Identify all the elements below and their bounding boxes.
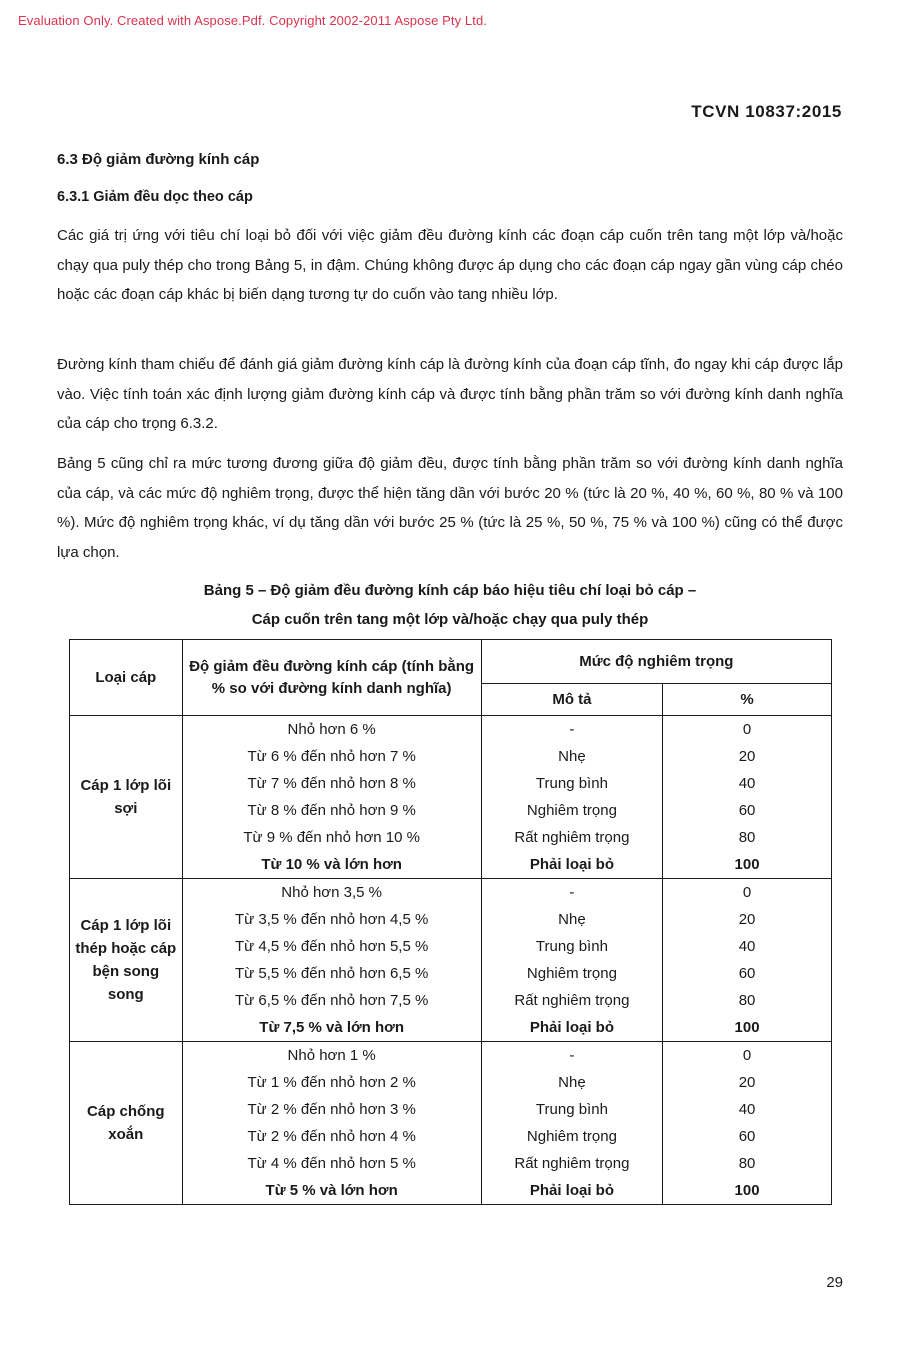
table-caption-line-2: Cáp cuốn trên tang một lớp và/hoặc chạy qua puly thép — [251, 611, 649, 628]
severity-percent: 20 — [738, 748, 756, 765]
reduction-value: Từ 5 % và lớn hơn — [265, 1182, 398, 1199]
severity-percent: 40 — [738, 1101, 756, 1118]
severity-percent: 60 — [738, 965, 756, 982]
severity-description: Rất nghiêm trọng — [514, 1155, 630, 1172]
severity-description: Phải loại bỏ — [529, 1019, 615, 1036]
reduction-cell — [182, 879, 481, 1042]
severity-percent: 80 — [738, 829, 756, 846]
rope-type-cell: Cáp chống xoắn — [70, 1042, 183, 1205]
severity-percent: 40 — [738, 775, 756, 792]
severity-description: Phải loại bỏ — [529, 856, 615, 873]
reduction-value: Từ 5,5 % đến nhỏ hơn 6,5 % — [234, 965, 429, 982]
percent-cell — [663, 879, 832, 1042]
rope-type-cell: Cáp 1 lớp lõi sợi — [70, 716, 183, 879]
severity-description: Nhẹ — [558, 1074, 586, 1091]
severity-description: - — [569, 884, 575, 901]
header-reduction: Độ giảm đều đường kính cáp (tính bằng % so với đường kính danh nghĩa) — [182, 640, 481, 716]
description-cell — [481, 879, 662, 1042]
table-row-group — [70, 716, 832, 879]
severity-description: Nhẹ — [558, 748, 586, 765]
severity-percent: 80 — [738, 992, 756, 1009]
severity-percent: 100 — [734, 856, 760, 873]
header-rope-type: Loại cáp — [70, 640, 183, 716]
table-row-group — [70, 879, 832, 1042]
severity-description: Nghiêm trọng — [526, 802, 617, 819]
severity-description: Phải loại bỏ — [529, 1182, 615, 1199]
severity-percent: 100 — [734, 1019, 760, 1036]
reduction-cell — [182, 716, 481, 879]
severity-description: Trung bình — [535, 1101, 608, 1118]
reduction-value: Từ 6,5 % đến nhỏ hơn 7,5 % — [234, 992, 429, 1009]
header-percent: % — [663, 684, 832, 716]
reduction-value: Từ 8 % đến nhỏ hơn 9 % — [247, 802, 416, 819]
reduction-value: Từ 4 % đến nhỏ hơn 5 % — [247, 1155, 416, 1172]
severity-percent: 60 — [738, 802, 756, 819]
severity-percent: 40 — [738, 938, 756, 955]
severity-percent: 0 — [742, 721, 752, 738]
table-row-group — [70, 1042, 832, 1205]
reduction-value: Nhỏ hơn 3,5 % — [281, 884, 383, 901]
reduction-value: Từ 4,5 % đến nhỏ hơn 5,5 % — [234, 938, 429, 955]
reduction-value: Nhỏ hơn 1 % — [287, 1047, 376, 1064]
rejection-criteria-table — [69, 639, 832, 1205]
severity-description: Trung bình — [535, 938, 608, 955]
reduction-value: Từ 6 % đến nhỏ hơn 7 % — [247, 748, 416, 765]
reduction-value: Từ 7 % đến nhỏ hơn 8 % — [247, 775, 416, 792]
reduction-value: Từ 1 % đến nhỏ hơn 2 % — [247, 1074, 416, 1091]
page-number: 29 — [826, 1274, 843, 1291]
section-heading: 6.3 Độ giảm đường kính cáp — [57, 151, 260, 168]
reduction-cell — [182, 1042, 481, 1205]
severity-percent: 0 — [742, 1047, 752, 1064]
severity-percent: 80 — [738, 1155, 756, 1172]
standard-code: TCVN 10837:2015 — [691, 102, 842, 121]
percent-cell — [663, 716, 832, 879]
paragraph-3: Bảng 5 cũng chỉ ra mức tương đương giữa độ giảm đều, được tính bằng phần trăm so với đường kính danh nghĩa của cáp, và các mức độ nghiêm trọng, được thể hiện tăng dần với bước 20 % (tức là 20 %, 40 %, 60 %, 80 % và 100 %). Mức độ nghiêm trọng khác, ví dụ tăng dần với bước 25 % (tức là 25 %, 50 %, 75 % và 100 %) cũng có thể được lựa chọn. — [57, 455, 843, 561]
severity-percent: 60 — [738, 1128, 756, 1145]
reduction-value: Từ 3,5 % đến nhỏ hơn 4,5 % — [234, 911, 429, 928]
reduction-value: Từ 9 % đến nhỏ hơn 10 % — [243, 829, 420, 846]
severity-description: Rất nghiêm trọng — [514, 829, 630, 846]
header-description: Mô tả — [481, 684, 662, 716]
percent-cell — [663, 1042, 832, 1205]
severity-description: - — [569, 721, 575, 738]
severity-description: Nghiêm trọng — [526, 1128, 617, 1145]
severity-percent: 100 — [734, 1182, 760, 1199]
reduction-value: Nhỏ hơn 6 % — [287, 721, 376, 738]
header-severity: Mức độ nghiêm trọng — [481, 640, 831, 684]
severity-percent: 0 — [742, 884, 752, 901]
paragraph-1: Các giá trị ứng với tiêu chí loại bỏ đối với việc giảm đều đường kính các đoạn cáp cuốn trên tang một lớp và/hoặc chạy qua puly thép cho trong Bảng 5, in đậm. Chúng không được áp dụng cho các đoạn cáp ngay gần vùng cáp chéo hoặc các đoạn cáp khác bị biến dạng tương tự do cuốn vào tang nhiều lớp. — [57, 227, 843, 303]
watermark-text: Evaluation Only. Created with Aspose.Pdf. Copyright 2002-2011 Aspose Pty Ltd. — [18, 13, 487, 28]
severity-percent: 20 — [738, 1074, 756, 1091]
severity-description: Nhẹ — [558, 911, 586, 928]
subsection-heading: 6.3.1 Giảm đều dọc theo cáp — [57, 189, 253, 205]
severity-description: - — [569, 1047, 575, 1064]
paragraph-2: Đường kính tham chiếu để đánh giá giảm đường kính cáp là đường kính của đoạn cáp tĩnh, đo ngay khi cáp được lắp vào. Việc tính toán xác định lượng giảm đường kính cáp và được tính bằng phần trăm so với đường kính danh nghĩa của cáp cho trọng 6.3.2. — [57, 356, 843, 432]
rope-type-cell: Cáp 1 lớp lõi thép hoặc cáp bện song song — [70, 879, 183, 1042]
severity-percent: 20 — [738, 911, 756, 928]
description-cell — [481, 1042, 662, 1205]
reduction-value: Từ 2 % đến nhỏ hơn 4 % — [247, 1128, 416, 1145]
severity-description: Nghiêm trọng — [526, 965, 617, 982]
severity-description: Rất nghiêm trọng — [514, 992, 630, 1009]
severity-description: Trung bình — [535, 775, 608, 792]
table-caption-line-1: Bảng 5 – Độ giảm đều đường kính cáp báo hiệu tiêu chí loại bỏ cáp – — [203, 582, 697, 599]
reduction-value: Từ 2 % đến nhỏ hơn 3 % — [247, 1101, 416, 1118]
reduction-value: Từ 10 % và lớn hơn — [261, 856, 402, 873]
reduction-value: Từ 7,5 % và lớn hơn — [259, 1019, 405, 1036]
description-cell — [481, 716, 662, 879]
